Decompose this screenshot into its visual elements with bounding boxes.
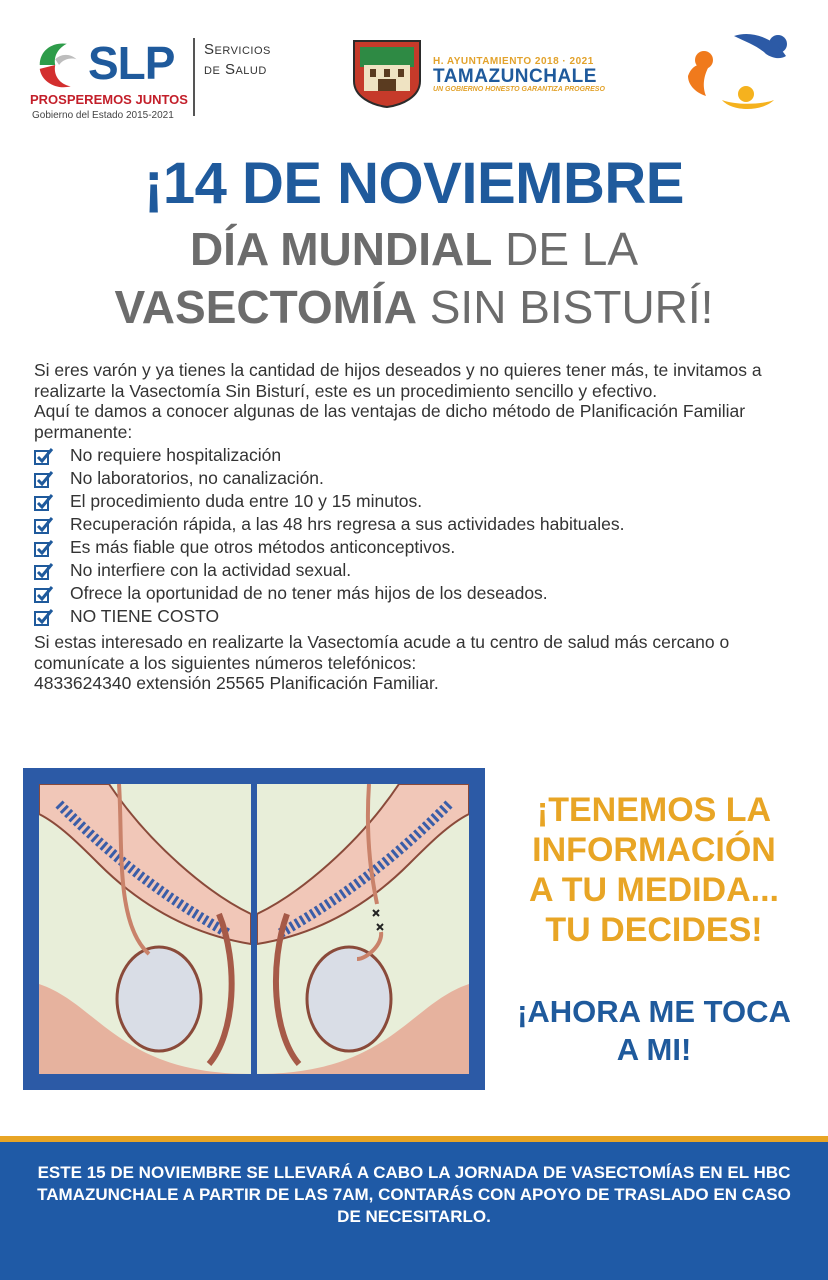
advantage-text: NO TIENE COSTO [70, 606, 220, 627]
slp-logo [30, 32, 190, 124]
footer-announcement: ESTE 15 DE NOVIEMBRE SE LLEVARÁ A CABO LA JORNADA DE VASECTOMÍAS EN EL HBC TAMAZUNCHALE A PARTIR DE LAS 7AM, CONTARÁS CON APOYO DE TRASLADO EN CASO DE NECESITARLO. [37, 1163, 791, 1226]
checkbox-checked-icon [34, 516, 54, 534]
advantages-intro: Aquí te damos a conocer algunas de las ventajas de dicho método de Planificación Familiar permanente: [34, 401, 746, 442]
info-slogan-line: INFORMACIÓN [532, 831, 776, 869]
list-item [34, 467, 794, 490]
advantage-text: No interfiere con la actividad sexual. [70, 560, 352, 581]
tamazunchale-crest-icon [350, 35, 424, 109]
municipality-period: H. AYUNTAMIENTO 2018 · 2021 [433, 56, 594, 67]
anatomy-illustration-panel [23, 768, 485, 1090]
municipality-name: TAMAZUNCHALE [433, 66, 597, 87]
advantage-text: El procedimiento duda entre 10 y 15 minutos. [70, 491, 423, 512]
advantages-list [34, 444, 794, 628]
advantage-text: Es más fiable que otros métodos anticonceptivos. [70, 537, 456, 558]
list-item [34, 559, 794, 582]
slp-slogan: PROSPEREMOS JUNTOS [30, 92, 188, 107]
list-item [34, 605, 794, 628]
title-line2-rest: DE LA [492, 223, 639, 275]
contact-paragraph: Si estas interesado en realizarte la Vasectomía acude a tu centro de salud más cercano o comunícate a los siguientes números telefónicos: [34, 632, 730, 673]
list-item [34, 513, 794, 536]
slp-emblem-icon [32, 36, 90, 94]
advantage-text: Recuperación rápida, a las 48 hrs regresa a sus actividades habituales. [70, 514, 625, 535]
checkbox-checked-icon [34, 470, 54, 488]
title-line2-bold: DÍA MUNDIAL [189, 223, 493, 275]
checkbox-checked-icon [34, 585, 54, 603]
list-item [34, 582, 794, 605]
municipality-motto: UN GOBIERNO HONESTO GARANTIZA PROGRESO [433, 86, 605, 93]
header-divider [193, 38, 195, 116]
health-services-line2: de Salud [204, 61, 267, 78]
info-slogan [500, 790, 808, 950]
checkbox-checked-icon [34, 447, 54, 465]
phone-line: 4833624340 extensión 25565 Planificación Familiar. [34, 673, 439, 693]
checkbox-checked-icon [34, 493, 54, 511]
me-toca-slogan-line: ¡AHORA ME TOCA [517, 994, 791, 1029]
title-line3-bold: VASECTOMÍA [114, 281, 417, 333]
title-line3-rest: SIN BISTURÍ! [416, 281, 714, 333]
anatomy-diagram-before-image [39, 784, 251, 1074]
health-services-line1: Servicios [204, 41, 271, 58]
title-date: ¡14 DE NOVIEMBRE [144, 151, 684, 216]
list-item [34, 490, 794, 513]
list-item [34, 444, 794, 467]
advantage-text: No requiere hospitalización [70, 445, 282, 466]
advantage-text: No laboratorios, no canalización. [70, 468, 324, 489]
title-line2 [0, 222, 828, 276]
advantage-text: Ofrece la oportunidad de no tener más hijos de los deseados. [70, 583, 548, 604]
slp-government: Gobierno del Estado 2015-2021 [32, 110, 174, 121]
list-item [34, 536, 794, 559]
anatomy-diagram-after [257, 784, 469, 1074]
health-services-label [204, 40, 271, 80]
people-logo-icon [682, 30, 798, 114]
me-toca-slogan [500, 993, 808, 1069]
info-slogan-line: ¡TENEMOS LA [536, 791, 772, 829]
anatomy-diagram-before [39, 784, 251, 1074]
anatomy-diagram-after-image [257, 784, 469, 1074]
info-slogan-line: TU DECIDES! [545, 911, 763, 949]
checkbox-checked-icon [34, 562, 54, 580]
checkbox-checked-icon [34, 539, 54, 557]
me-toca-slogan-line: A MI! [616, 1032, 692, 1067]
intro-paragraph: Si eres varón y ya tienes la cantidad de hijos deseados y no quieres tener más, te invitamos a realizarte la Vasectomía Sin Bisturí, este es un procedimiento sencillo y efectivo. [34, 360, 762, 401]
title-line3 [0, 280, 828, 334]
slp-logo-text: SLP [88, 37, 175, 89]
body-text [34, 360, 794, 694]
checkbox-checked-icon [34, 608, 54, 626]
info-slogan-line: A TU MEDIDA... [529, 871, 779, 909]
